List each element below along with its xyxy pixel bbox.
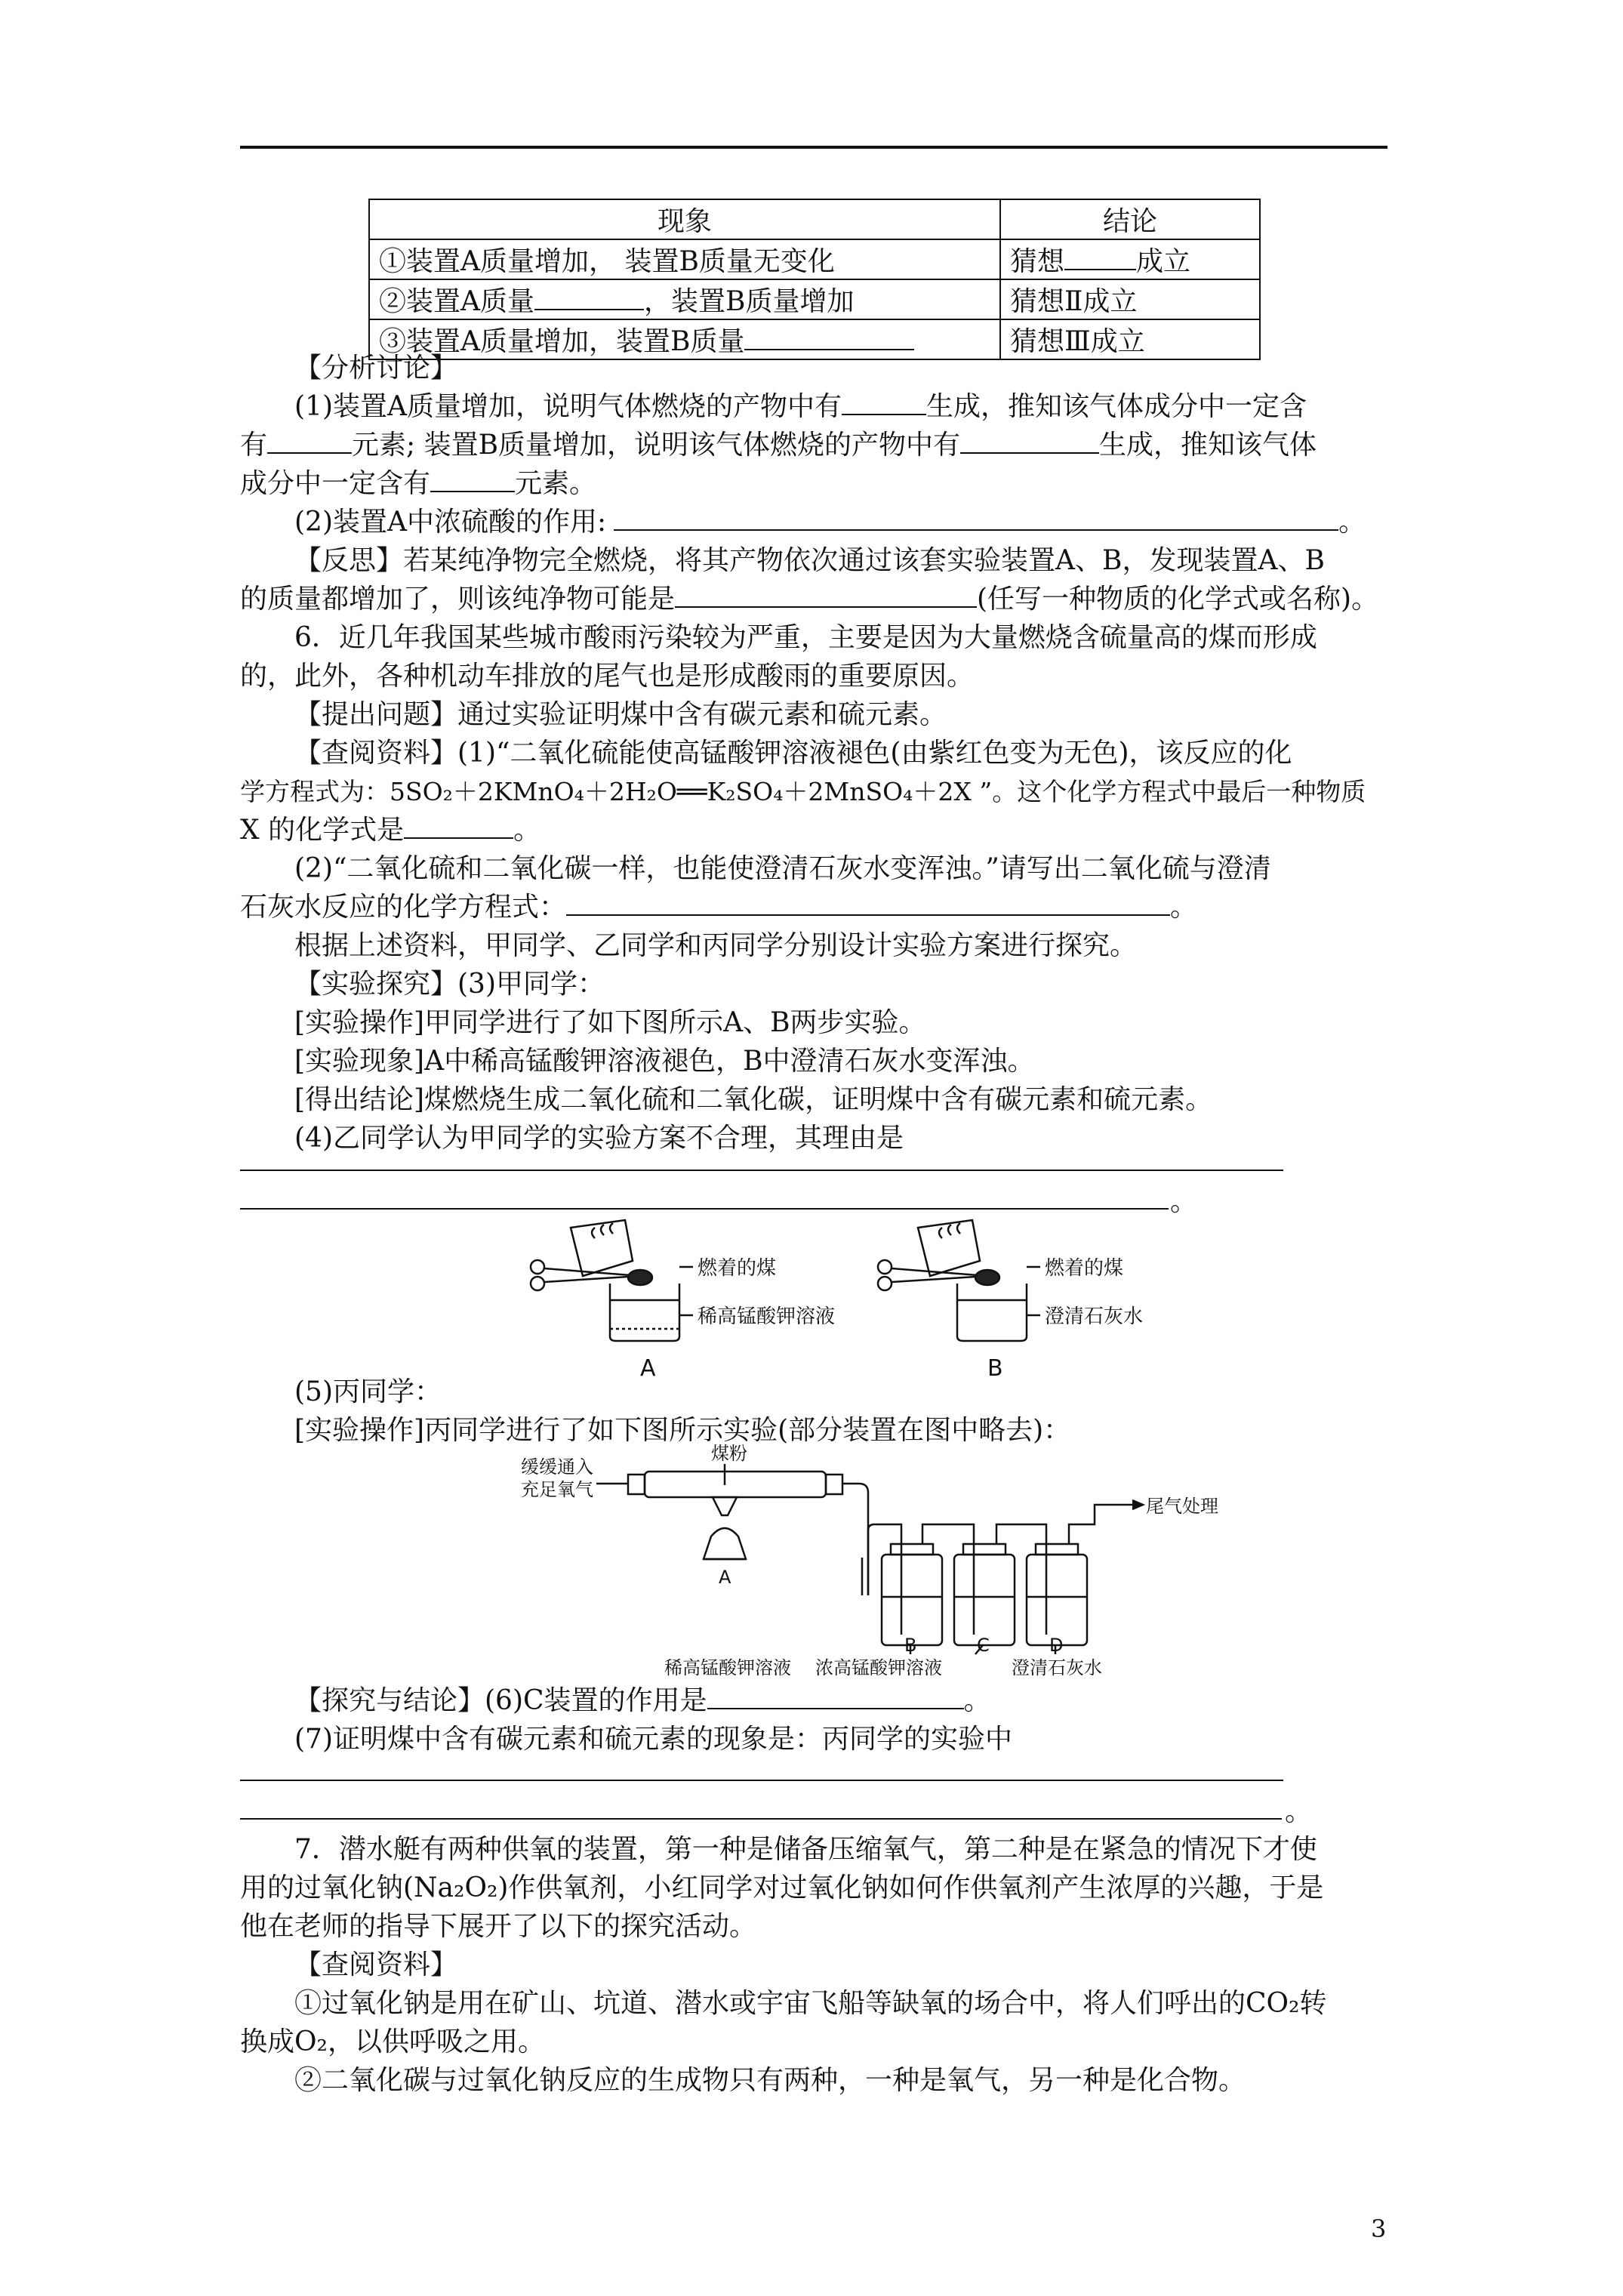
answer-blank (534, 286, 644, 310)
answer-line (240, 1208, 1169, 1210)
text: X 的化学式是 (240, 815, 405, 846)
text: 的质量都增加了，则该纯净物可能是 (240, 584, 676, 615)
label-limewater: 澄清石灰水 (1012, 1657, 1102, 1678)
text-line: ①过氧化钠是用在矿山、坑道、潜水或宇宙飞船等缺氧的场合中，将人们呼出的CO₂转 (294, 1988, 1327, 2019)
text: 有 (240, 430, 268, 461)
text-line: 学方程式为：5SO₂＋2KMnO₄＋2H₂O══K₂SO₄＋2MnSO₄＋2X ”。这个化学方程式中最后一种物质 (240, 777, 1366, 806)
text-line: [实验操作]丙同学进行了如下图所示实验(部分装置在图中略去)： (294, 1415, 1071, 1446)
label-oxygen-2: 充足氧气 (521, 1479, 593, 1500)
text-line: (4)乙同学认为甲同学的实验方案不合理，其理由是 (294, 1123, 904, 1154)
text: 生成，推知该气体 (1099, 430, 1317, 461)
label-conc-kmno4: 浓高锰酸钾溶液 (815, 1657, 942, 1678)
label-burning-coal: 燃着的煤 (1045, 1257, 1124, 1280)
cell-text: 成立 (1136, 246, 1191, 277)
text-line (240, 580, 1403, 618)
table-cell: 猜想Ⅲ成立 (1000, 319, 1260, 359)
text-line: 【反思】若某纯净物完全燃烧，将其产物依次通过该套实验装置A、B，发现装置A、B (294, 545, 1325, 576)
answer-line (240, 1780, 1283, 1781)
label-a: A (719, 1567, 731, 1588)
text-line: (5)丙同学： (294, 1376, 442, 1407)
label-coal-powder: 煤粉 (711, 1443, 747, 1464)
label-c: C (977, 1635, 990, 1656)
label-d: D (1049, 1635, 1064, 1656)
text-line (240, 464, 1403, 503)
table-header-row (369, 199, 1260, 239)
text: 元素。 (515, 468, 597, 499)
text-line: 【实验探究】(3)甲同学： (294, 969, 605, 1000)
analysis-section (240, 349, 1403, 1157)
text: 元素; 装置B质量增加，说明该气体燃烧的产物中有 (352, 430, 961, 461)
answer-line (240, 1818, 1282, 1820)
text: 。 (1338, 507, 1366, 538)
text: (2)装置A中浓硫酸的作用: (294, 507, 607, 538)
cell-text: ③装置A质量增加，装置B质量 (379, 326, 745, 357)
beaker-a (531, 1220, 693, 1341)
text-line (240, 811, 1403, 849)
answer-blank (842, 391, 926, 415)
text-line: ②二氧化碳与过氧化钠反应的生成物只有两种，一种是氧气，另一种是化合物。 (294, 2065, 1246, 2096)
text-line (240, 503, 1403, 541)
cell-text: 猜想 (1010, 246, 1065, 277)
table-row (369, 279, 1260, 319)
question-7 (240, 1830, 1403, 2100)
result-table (368, 199, 1261, 360)
label-oxygen-1: 缓缓通入 (521, 1456, 593, 1478)
text: (任写一种物质的化学式或名称)。 (977, 584, 1379, 615)
label-b: B (904, 1635, 917, 1656)
conclusion-section (240, 1681, 1403, 1758)
answer-blank (566, 892, 1170, 916)
text-line: [实验现象]A中稀高锰酸钾溶液褪色，B中澄清石灰水变浑浊。 (294, 1046, 1035, 1077)
cell-text: ①装置A质量增加， 装置B质量无变化 (379, 246, 835, 277)
text-line: 【查阅资料】(1)“二氧化硫能使高锰酸钾溶液褪色(由紫红色变为无色)，该反应的化 (294, 738, 1292, 769)
answer-blank (707, 1685, 964, 1709)
text: 。 (1170, 1186, 1198, 1217)
text-line: 根据上述资料，甲同学、乙同学和丙同学分别设计实验方案进行探究。 (294, 930, 1138, 961)
table-header-conclusion: 结论 (1000, 199, 1260, 239)
text-line: 6．近几年我国某些城市酸雨污染较为严重，主要是因为大量燃烧含硫量高的煤而形成 (294, 622, 1317, 653)
heading: 【查阅资料】 (294, 1949, 458, 1980)
table-cell (369, 279, 1000, 319)
answer-line (240, 1170, 1283, 1171)
text-line (240, 1681, 1403, 1720)
text-line: 他在老师的指导下展开了以下的探究活动。 (240, 1911, 757, 1942)
label-solution: 稀高锰酸钾溶液 (698, 1305, 836, 1328)
heading: 【分析讨论】 (294, 353, 458, 384)
answer-blank (614, 507, 1338, 531)
text: 【探究与结论】(6)C装置的作用是 (294, 1685, 707, 1716)
text-line: [得出结论]煤燃烧生成二氧化硫和二氧化碳，证明煤中含有碳元素和硫元素。 (294, 1084, 1213, 1115)
text-line: (7)证明煤中含有碳元素和硫元素的现象是：丙同学的实验中 (294, 1724, 1012, 1755)
label-b: B (987, 1355, 1003, 1382)
text-line: (2)“二氧化硫和二氧化碳一样，也能使澄清石灰水变浑浊。”请写出二氧化硫与澄清 (294, 853, 1271, 884)
text: 生成，推知该气体成分中一定含 (926, 391, 1307, 422)
text-line: [实验操作]甲同学进行了如下图所示A、B两步实验。 (294, 1007, 926, 1038)
table-cell (1000, 239, 1260, 279)
answer-blank (430, 468, 515, 492)
text: (1)装置A质量增加，说明气体燃烧的产物中有 (294, 391, 842, 422)
figure-beakers (519, 1217, 1169, 1383)
label-a: A (640, 1355, 656, 1382)
answer-blank (404, 815, 513, 839)
label-burning-coal: 燃着的煤 (698, 1257, 777, 1280)
text: 石灰水反应的化学方程式： (240, 892, 567, 923)
text: 。 (1285, 1796, 1313, 1827)
figure-apparatus (513, 1443, 1218, 1680)
answer-blank (267, 430, 352, 454)
cell-text: ，装置B质量增加 (644, 286, 855, 317)
text: 。 (963, 1685, 991, 1716)
q5-section (240, 1373, 1403, 1450)
answer-blank (960, 430, 1099, 454)
text-line: 7．潜水艇有两种供氧的装置，第一种是储备压缩氧气，第二种是在紧急的情况下才使 (294, 1834, 1317, 1865)
text-line (240, 387, 1403, 426)
text: 。 (513, 815, 541, 846)
header-rule (240, 146, 1387, 149)
label-exhaust: 尾气处理 (1146, 1496, 1218, 1517)
text-line (240, 888, 1403, 926)
page-number: 3 (1371, 2214, 1387, 2243)
text-line: 【提出问题】通过实验证明煤中含有碳元素和硫元素。 (294, 699, 947, 730)
text: 。 (1170, 892, 1198, 923)
table-header-phenomenon: 现象 (369, 199, 1000, 239)
text-line: 用的过氧化钠(Na₂O₂)作供氧剂，小红同学对过氧化钠如何作供氧剂产生浓厚的兴趣，于是 (240, 1872, 1324, 1903)
answer-blank (675, 584, 977, 608)
text-line: 的，此外，各种机动车排放的尾气也是形成酸雨的重要原因。 (240, 661, 975, 692)
answer-blank (744, 326, 914, 350)
apparatus-drawing (596, 1464, 1143, 1654)
answer-blank (1064, 246, 1136, 270)
text-line: 换成O₂，以供呼吸之用。 (240, 2026, 545, 2057)
text: 成分中一定含有 (240, 468, 431, 499)
table-cell (369, 239, 1000, 279)
cell-text: ②装置A质量 (379, 286, 534, 317)
table-row (369, 239, 1260, 279)
label-solution: 澄清石灰水 (1045, 1305, 1144, 1328)
label-dilute-kmno4: 稀高锰酸钾溶液 (664, 1657, 791, 1678)
text-line (240, 426, 1403, 464)
beaker-b (878, 1220, 1040, 1341)
table-cell: 猜想Ⅱ成立 (1000, 279, 1260, 319)
